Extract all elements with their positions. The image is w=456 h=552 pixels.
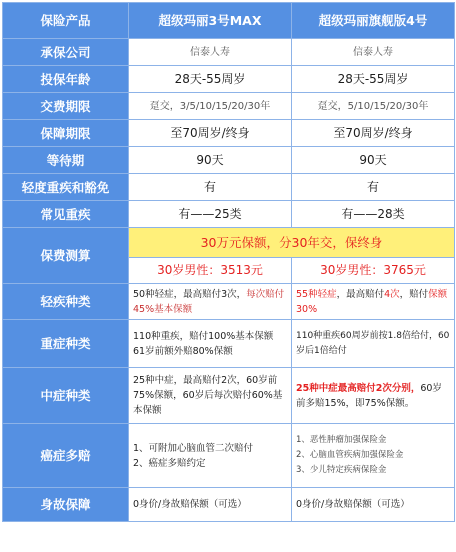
- row-age: [3, 66, 455, 93]
- moderate-b-part1: 25种中症最高赔付2次分别，: [296, 382, 421, 394]
- premium-b-value: 3765元: [383, 263, 426, 277]
- label-company: 承保公司: [3, 39, 129, 66]
- moderate-b: [292, 368, 455, 424]
- pay-term-b: 趸交，5/10/15/20/30年: [292, 93, 455, 120]
- age-a: 28天-55周岁: [129, 66, 292, 93]
- age-b: 28天-55周岁: [292, 66, 455, 93]
- row-waiver: [3, 174, 455, 201]
- waiting-a: 90天: [129, 147, 292, 174]
- cancer-b: [292, 424, 455, 488]
- row-moderate: [3, 368, 455, 424]
- premium-banner: 30万元保额，分30年交，保终身: [129, 228, 455, 258]
- major-a-part2: 61岁前额外赔80%保额: [133, 345, 233, 357]
- row-pay-term: [3, 93, 455, 120]
- premium-a-value: 3513元: [220, 263, 263, 277]
- label-mild: 轻疾种类: [3, 284, 129, 320]
- cancer-b-line1: 1、恶性肿瘤加强保险金: [296, 435, 387, 445]
- premium-a-label: 30岁男性：: [157, 263, 221, 277]
- mild-b-part5: 保额30%: [296, 288, 448, 315]
- premium-a: [129, 258, 292, 284]
- label-coverage: 保障期限: [3, 120, 129, 147]
- waiver-a: 有: [129, 174, 292, 201]
- row-cancer: [3, 424, 455, 488]
- mild-b-part2: ，最高赔付: [336, 288, 385, 300]
- moderate-a-part1: 25种中症，最高赔付2次，: [133, 375, 247, 386]
- row-premium-banner: [3, 228, 455, 258]
- cancer-a-line1: 1、可附加心脑血管二次赔付: [133, 442, 254, 454]
- mild-a-part2: 每次赔付45%基本保额: [133, 288, 285, 315]
- row-common-diseases: [3, 201, 455, 228]
- row-major: [3, 320, 455, 368]
- header-row: [3, 3, 455, 39]
- label-pay-term: 交费期限: [3, 93, 129, 120]
- row-death: [3, 488, 455, 522]
- row-waiting: [3, 147, 455, 174]
- cancer-b-line3: 3、少儿特定疾病保险金: [296, 465, 387, 475]
- label-waiting: 等待期: [3, 147, 129, 174]
- mild-b-part1: 55种轻症: [296, 288, 337, 300]
- major-a: [129, 320, 292, 368]
- label-cancer: 癌症多赔: [3, 424, 129, 488]
- label-death: 身故保障: [3, 488, 129, 522]
- premium-b: [292, 258, 455, 284]
- waiver-b: 有: [292, 174, 455, 201]
- comparison-table: [2, 2, 455, 522]
- mild-b-part3: 4次: [384, 288, 400, 300]
- comparison-table-container: [2, 2, 454, 550]
- cancer-a: [129, 424, 292, 488]
- row-coverage: [3, 120, 455, 147]
- mild-a: [129, 284, 292, 320]
- major-b: 110种重疾60周岁前按1.8倍给付，60岁后1倍给付: [292, 320, 455, 368]
- premium-b-label: 30岁男性：: [320, 263, 384, 277]
- waiting-b: 90天: [292, 147, 455, 174]
- row-mild: [3, 284, 455, 320]
- moderate-b-part2: 60岁前多赔15%，即75%保额。: [296, 382, 442, 409]
- header-product-a: 超级玛丽3号MAX: [129, 3, 292, 39]
- mild-a-part1: 50种轻症，最高赔付3次，: [133, 288, 247, 300]
- label-age: 投保年龄: [3, 66, 129, 93]
- mild-b-part4: ，赔付: [399, 288, 429, 300]
- pay-term-a: 趸交，3/5/10/15/20/30年: [129, 93, 292, 120]
- common-b: 有——28类: [292, 201, 455, 228]
- header-product-b: 超级玛丽旗舰版4号: [292, 3, 455, 39]
- cancer-a-line2: 2、癌症多赔约定: [133, 457, 206, 469]
- label-premium: 保费测算: [3, 228, 129, 284]
- death-a: 0身价/身故赔保额（可选）: [129, 488, 292, 522]
- label-major: 重症种类: [3, 320, 129, 368]
- company-a: 信泰人寿: [129, 39, 292, 66]
- major-a-part1: 110种重疾，赔付100%基本保额: [133, 330, 274, 342]
- mild-b: [292, 284, 455, 320]
- header-label: 保险产品: [3, 3, 129, 39]
- cancer-b-line2: 2、心脑血管疾病加强保险金: [296, 450, 404, 460]
- coverage-a: 至70周岁/终身: [129, 120, 292, 147]
- death-b: 0身价/身故赔保额（可选）: [292, 488, 455, 522]
- company-b: 信泰人寿: [292, 39, 455, 66]
- label-waiver: 轻度重疾和豁免: [3, 174, 129, 201]
- moderate-a: [129, 368, 292, 424]
- moderate-a-part2: 60岁前75%保额，60岁后每次赔付60%基本保额: [133, 375, 283, 416]
- label-moderate: 中症种类: [3, 368, 129, 424]
- common-a: 有——25类: [129, 201, 292, 228]
- coverage-b: 至70周岁/终身: [292, 120, 455, 147]
- row-company: [3, 39, 455, 66]
- label-common-diseases: 常见重疾: [3, 201, 129, 228]
